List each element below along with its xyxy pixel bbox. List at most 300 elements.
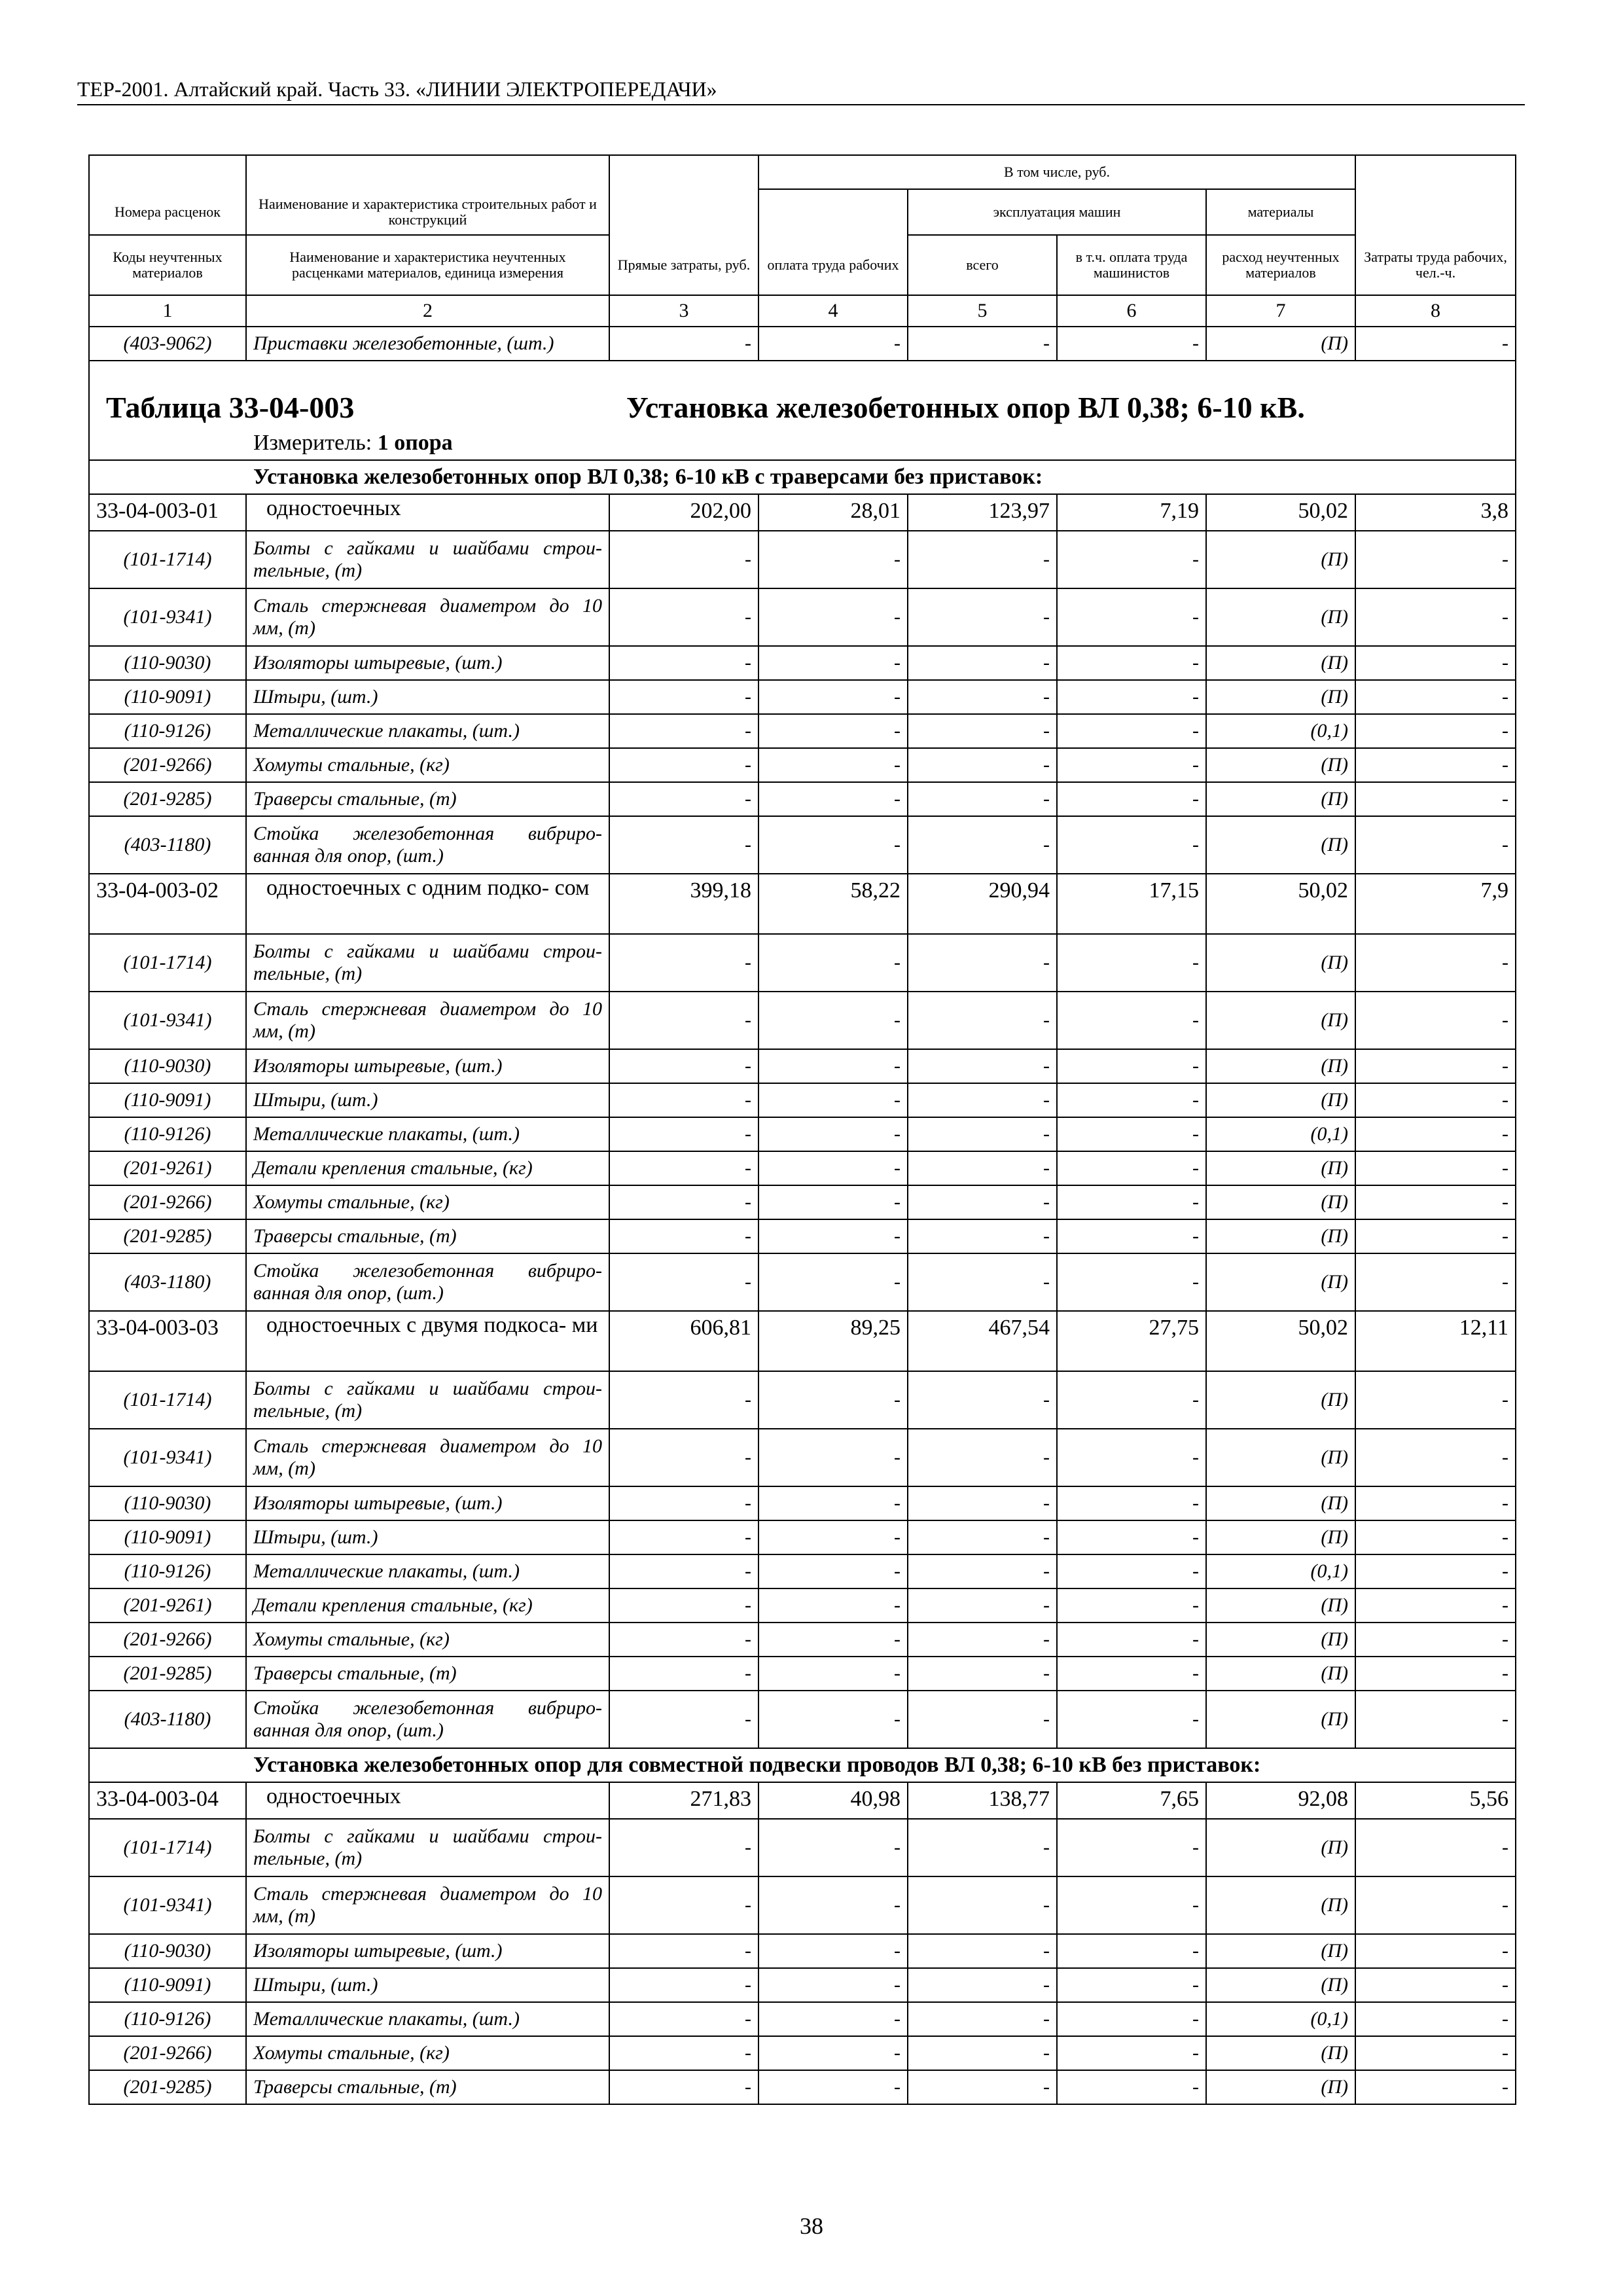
material-row [89,1486,1516,1520]
cell-dash: - [1057,748,1206,782]
rate-value: 89,25 [758,1311,908,1371]
cell-dash: - [1057,1819,1206,1876]
cell-dash: - [1057,2002,1206,2036]
material-name: Штыри, (шт.) [246,680,609,714]
material-row [89,782,1516,816]
rate-value: 50,02 [1206,1311,1355,1371]
material-mark: (П) [1206,748,1355,782]
material-row [89,1876,1516,1934]
cell-dash: - [758,2036,908,2070]
rate-name: одностоечных [246,494,609,531]
col-number: 3 [609,295,758,327]
col-number: 7 [1206,295,1355,327]
cell-dash: - [1355,1819,1516,1876]
cell-dash: - [609,1219,758,1253]
cell-dash: - [758,531,908,588]
material-name: Изоляторы штыревые, (шт.) [246,646,609,680]
cell-dash: - [908,748,1057,782]
cell-dash: - [1057,1371,1206,1429]
rate-value: 50,02 [1206,494,1355,531]
cell-dash: - [908,531,1057,588]
material-name: Сталь стержневая диаметром до 10 мм, (т) [246,992,609,1049]
material-name: Изоляторы штыревые, (шт.) [246,1049,609,1083]
cell-dash: - [758,1691,908,1748]
material-name: Стойка железобетонная вибриро- ванная для опор, (шт.) [246,1691,609,1748]
cell-dash: - [1355,531,1516,588]
material-row [89,1117,1516,1151]
cell-dash: - [609,1623,758,1657]
header-machinists-pay: в т.ч. оплата труда машинистов [1057,235,1206,295]
cell-value: - [1355,327,1516,361]
cell-dash: - [1057,1219,1206,1253]
cell-dash: - [758,1588,908,1623]
section-row [89,1748,1516,1782]
rate-value: 202,00 [609,494,758,531]
material-code: (101-1714) [89,1371,246,1429]
header-rate-numbers: Номера расценок [89,189,246,235]
cell-value: - [758,327,908,361]
rate-value: 606,81 [609,1311,758,1371]
material-code: (110-9030) [89,1486,246,1520]
rate-value: 7,19 [1057,494,1206,531]
material-mark: (П) [1206,1520,1355,1554]
material-name: Траверсы стальные, (т) [246,1657,609,1691]
cell-dash: - [1355,1429,1516,1486]
cell-dash: - [609,1520,758,1554]
material-mark: (П) [1206,1623,1355,1657]
material-mark: (П) [1206,1691,1355,1748]
cell-dash: - [1057,1429,1206,1486]
cell-dash: - [1355,1968,1516,2002]
material-code: (110-9091) [89,1083,246,1117]
material-mark: (П) [1206,782,1355,816]
header-empty-2 [246,155,609,189]
material-code: (110-9030) [89,1934,246,1968]
cell-dash: - [758,782,908,816]
material-code: (201-9285) [89,1219,246,1253]
cell-dash: - [1355,1185,1516,1219]
rate-name: одностоечных [246,1782,609,1819]
material-row [89,1371,1516,1429]
cell-dash: - [1057,1117,1206,1151]
material-mark: (П) [1206,1657,1355,1691]
cell-dash: - [1355,714,1516,748]
cell-dash: - [758,934,908,992]
material-mark: (П) [1206,816,1355,874]
material-mark: (П) [1206,1219,1355,1253]
material-row [89,1253,1516,1311]
rate-name: одностоечных с двумя подкоса- ми [246,1311,609,1371]
material-row [89,816,1516,874]
cell-dash: - [1355,1520,1516,1554]
material-code: (201-9285) [89,1657,246,1691]
cell-dash: - [1355,748,1516,782]
col-number: 5 [908,295,1057,327]
cell-dash: - [908,1429,1057,1486]
material-mark: (П) [1206,1151,1355,1185]
cell-dash: - [758,1049,908,1083]
material-name: Болты с гайками и шайбами строи- тельные, (т) [246,1371,609,1429]
section-title: Установка железобетонных опор ВЛ 0,38; 6-10 кВ с траверсами без приставок: [89,460,1516,494]
material-code: (110-9030) [89,646,246,680]
cell-dash: - [609,1876,758,1934]
cell-value: - [609,327,758,361]
material-name: Хомуты стальные, (кг) [246,2036,609,2070]
material-row [89,1049,1516,1083]
cell-dash: - [758,1657,908,1691]
rate-value: 27,75 [1057,1311,1206,1371]
material-row [89,1520,1516,1554]
cell-dash: - [1355,2036,1516,2070]
material-row [89,1151,1516,1185]
material-code: (201-9266) [89,2036,246,2070]
rate-value: 50,02 [1206,874,1355,934]
cell-dash: - [1057,1486,1206,1520]
cell-dash: - [1057,1691,1206,1748]
material-name: Металлические плакаты, (шт.) [246,1117,609,1151]
cell-dash: - [1355,1934,1516,1968]
material-mark: (0,1) [1206,1117,1355,1151]
material-row [89,992,1516,1049]
cell-dash: - [908,782,1057,816]
material-row [89,1185,1516,1219]
cell-dash: - [758,588,908,646]
cell-dash: - [908,680,1057,714]
rate-code: 33-04-003-03 [89,1311,246,1371]
material-row [89,714,1516,748]
cell-dash: - [758,2002,908,2036]
material-code: (201-9285) [89,2070,246,2104]
cell-dash: - [1057,1934,1206,1968]
cell-dash: - [758,1371,908,1429]
col-number: 2 [246,295,609,327]
cell-dash: - [758,1253,908,1311]
cell-dash: - [609,748,758,782]
material-code: (403-1180) [89,816,246,874]
cell-dash: - [1057,1520,1206,1554]
material-mark: (П) [1206,1253,1355,1311]
cell-dash: - [609,2036,758,2070]
cell-dash: - [1355,646,1516,680]
cell-dash: - [609,646,758,680]
cell-dash: - [758,1934,908,1968]
cell-value: - [1057,327,1206,361]
cell-dash: - [1057,531,1206,588]
col-number: 8 [1355,295,1516,327]
cell-dash: - [908,1623,1057,1657]
cell-dash: - [609,816,758,874]
cell-dash: - [609,1151,758,1185]
rate-value: 138,77 [908,1782,1057,1819]
cell-dash: - [758,748,908,782]
cell-dash: - [758,816,908,874]
cell-dash: - [1355,1117,1516,1151]
cell-dash: - [609,2002,758,2036]
material-mark: (П) [1206,1083,1355,1117]
header-work-name: Наименование и характеристика строительных работ и конструкций [246,189,609,235]
material-code: (101-1714) [89,934,246,992]
cell-dash: - [609,1657,758,1691]
header-vtom: В том числе, руб. [758,155,1355,189]
cell-dash: - [609,1049,758,1083]
material-name: Металлические плакаты, (шт.) [246,2002,609,2036]
cell-dash: - [1057,2070,1206,2104]
rate-value: 7,9 [1355,874,1516,934]
material-name: Изоляторы штыревые, (шт.) [246,1934,609,1968]
material-mark: (П) [1206,680,1355,714]
cell-dash: - [609,1429,758,1486]
material-code: (101-1714) [89,1819,246,1876]
cell-dash: - [1355,1486,1516,1520]
cell-dash: - [908,1371,1057,1429]
cell-dash: - [908,2002,1057,2036]
col-number: 6 [1057,295,1206,327]
cell-dash: - [1057,1554,1206,1588]
cell-dash: - [609,1253,758,1311]
header-empty-3b [609,189,758,235]
cell-dash: - [908,714,1057,748]
cell-dash: - [609,1083,758,1117]
cell-dash: - [1057,1876,1206,1934]
cell-dash: - [609,1934,758,1968]
cell-dash: - [1355,680,1516,714]
material-mark: (П) [1206,1429,1355,1486]
cell-dash: - [1355,934,1516,992]
cell-dash: - [758,1429,908,1486]
cell-dash: - [908,816,1057,874]
material-name: Детали крепления стальные, (кг) [246,1588,609,1623]
material-row [89,531,1516,588]
material-name: Стойка железобетонная вибриро- ванная для опор, (шт.) [246,816,609,874]
material-name: Штыри, (шт.) [246,1968,609,2002]
cell-dash: - [758,1623,908,1657]
material-mark: (П) [1206,1819,1355,1876]
material-code: (101-9341) [89,1876,246,1934]
cell-dash: - [609,1588,758,1623]
cell-dash: - [908,2070,1057,2104]
material-code: (110-9091) [89,680,246,714]
header-labor-hours: Затраты труда рабочих, чел.-ч. [1355,235,1516,295]
material-code: (110-9126) [89,1117,246,1151]
cell-dash: - [609,588,758,646]
rate-value: 123,97 [908,494,1057,531]
material-name: Траверсы стальные, (т) [246,782,609,816]
rate-value: 28,01 [758,494,908,531]
material-code: (110-9091) [89,1968,246,2002]
rate-code: 33-04-003-01 [89,494,246,531]
cell-dash: - [609,2070,758,2104]
cell-dash: - [1355,1371,1516,1429]
material-mark: (П) [1206,1486,1355,1520]
cell-dash: - [1057,1657,1206,1691]
page-header: ТЕР-2001. Алтайский край. Часть 33. «ЛИНИИ ЭЛЕКТРОПЕРЕДАЧИ» [77,77,1525,105]
cell-dash: - [908,1876,1057,1934]
cell-dash: - [908,1588,1057,1623]
material-code: (403-1180) [89,1253,246,1311]
cell-dash: - [1355,1554,1516,1588]
material-row [89,1968,1516,2002]
header-direct-costs: Прямые затраты, руб. [609,235,758,295]
material-code: (110-9126) [89,2002,246,2036]
cell-dash: - [609,1486,758,1520]
cell-dash: - [609,1819,758,1876]
cell-dash: - [1355,782,1516,816]
cell-dash: - [1057,1185,1206,1219]
cell-dash: - [758,1554,908,1588]
cell-dash: - [908,1117,1057,1151]
cell-dash: - [609,1185,758,1219]
material-row [89,2070,1516,2104]
material-mark: (П) [1206,2036,1355,2070]
cell-dash: - [609,1371,758,1429]
cell-dash: - [758,1219,908,1253]
material-mark: (П) [1206,1934,1355,1968]
table-number: Таблица 33-04-003 [106,391,355,424]
cell-dash: - [1355,992,1516,1049]
material-row [89,1554,1516,1588]
rates-table-container [88,154,1515,2105]
material-row [89,1934,1516,1968]
cell-dash: - [1355,1657,1516,1691]
material-code: (110-9030) [89,1049,246,1083]
material-code: (101-9341) [89,1429,246,1486]
cell-dash: - [908,1253,1057,1311]
header-empty-4b [758,189,908,235]
material-mark: (П) [1206,992,1355,1049]
rate-name: одностоечных с одним подко- сом [246,874,609,934]
cell-dash: - [908,1819,1057,1876]
rate-value: 271,83 [609,1782,758,1819]
cell-dash: - [908,1657,1057,1691]
material-code: (403-1180) [89,1691,246,1748]
cell-dash: - [609,992,758,1049]
header-machines: эксплуатация машин [908,189,1206,235]
rate-row [89,494,1516,531]
cell-dash: - [609,1968,758,2002]
header-labor-pay: оплата труда рабочих [758,235,908,295]
header-materials: материалы [1206,189,1355,235]
material-mark: (П) [1206,646,1355,680]
material-row [89,646,1516,680]
header-material-consumption: расход неучтенных материалов [1206,235,1355,295]
material-mark: (П) [1206,588,1355,646]
cell-dash: - [1355,1876,1516,1934]
material-code: (403-9062) [89,327,246,361]
cell-dash: - [1057,1253,1206,1311]
cell-dash: - [1355,1691,1516,1748]
cell-dash: - [609,1691,758,1748]
cell-dash: - [758,1117,908,1151]
cell-dash: - [908,588,1057,646]
material-row [89,1691,1516,1748]
material-mark: (П) [1206,2070,1355,2104]
material-name: Болты с гайками и шайбами строи- тельные, (т) [246,531,609,588]
material-row [89,2036,1516,2070]
cell-dash: - [758,1520,908,1554]
cell-dash: - [1057,714,1206,748]
material-mark: (П) [1206,1185,1355,1219]
material-code: (110-9126) [89,1554,246,1588]
material-mark: (0,1) [1206,2002,1355,2036]
material-code: (201-9266) [89,1185,246,1219]
material-name: Штыри, (шт.) [246,1520,609,1554]
cell-dash: - [758,992,908,1049]
cell-dash: - [609,1117,758,1151]
cell-dash: - [609,934,758,992]
meter-label: Измеритель: [253,431,372,455]
cell-dash: - [908,1083,1057,1117]
cell-dash: - [1355,816,1516,874]
rate-code: 33-04-003-02 [89,874,246,934]
table-body [89,460,1516,2104]
cell-dash: - [758,1083,908,1117]
cell-dash: - [758,680,908,714]
cell-value: (П) [1206,327,1355,361]
material-code: (201-9261) [89,1588,246,1623]
material-code: (110-9126) [89,714,246,748]
cell-dash: - [908,646,1057,680]
material-mark: (0,1) [1206,1554,1355,1588]
material-name: Траверсы стальные, (т) [246,2070,609,2104]
cell-dash: - [1057,588,1206,646]
rate-row [89,874,1516,934]
cell-dash: - [1355,2070,1516,2104]
cell-dash: - [1355,1151,1516,1185]
header-empty-8 [1355,155,1516,189]
material-row [89,1429,1516,1486]
rate-row [89,1782,1516,1819]
material-code: (201-9266) [89,748,246,782]
cell-dash: - [758,1876,908,1934]
cell-dash: - [908,1185,1057,1219]
material-mark: (П) [1206,1588,1355,1623]
page-number: 38 [800,2213,823,2239]
cell-dash: - [908,1520,1057,1554]
cell-dash: - [908,1554,1057,1588]
cell-dash: - [1057,1623,1206,1657]
table-row [89,327,1516,361]
material-row [89,1819,1516,1876]
cell-dash: - [758,1486,908,1520]
material-row [89,2002,1516,2036]
col-number: 1 [89,295,246,327]
cell-dash: - [1057,1588,1206,1623]
cell-dash: - [758,1819,908,1876]
cell-dash: - [609,1554,758,1588]
rate-row [89,1311,1516,1371]
cell-dash: - [1057,680,1206,714]
cell-dash: - [1057,1151,1206,1185]
material-name: Хомуты стальные, (кг) [246,1185,609,1219]
header-empty-3 [609,155,758,189]
cell-dash: - [609,531,758,588]
cell-dash: - [758,1151,908,1185]
material-name: Изоляторы штыревые, (шт.) [246,1486,609,1520]
cell-dash: - [758,714,908,748]
material-name: Сталь стержневая диаметром до 10 мм, (т) [246,1429,609,1486]
material-code: (201-9266) [89,1623,246,1657]
cell-dash: - [1355,1253,1516,1311]
cell-dash: - [1057,646,1206,680]
material-name: Детали крепления стальные, (кг) [246,1151,609,1185]
section-row [89,460,1516,494]
cell-dash: - [609,782,758,816]
cell-value: - [908,327,1057,361]
meter-value: 1 опора [377,431,453,455]
material-row [89,680,1516,714]
rates-table [88,154,1516,2105]
cell-dash: - [1057,2036,1206,2070]
